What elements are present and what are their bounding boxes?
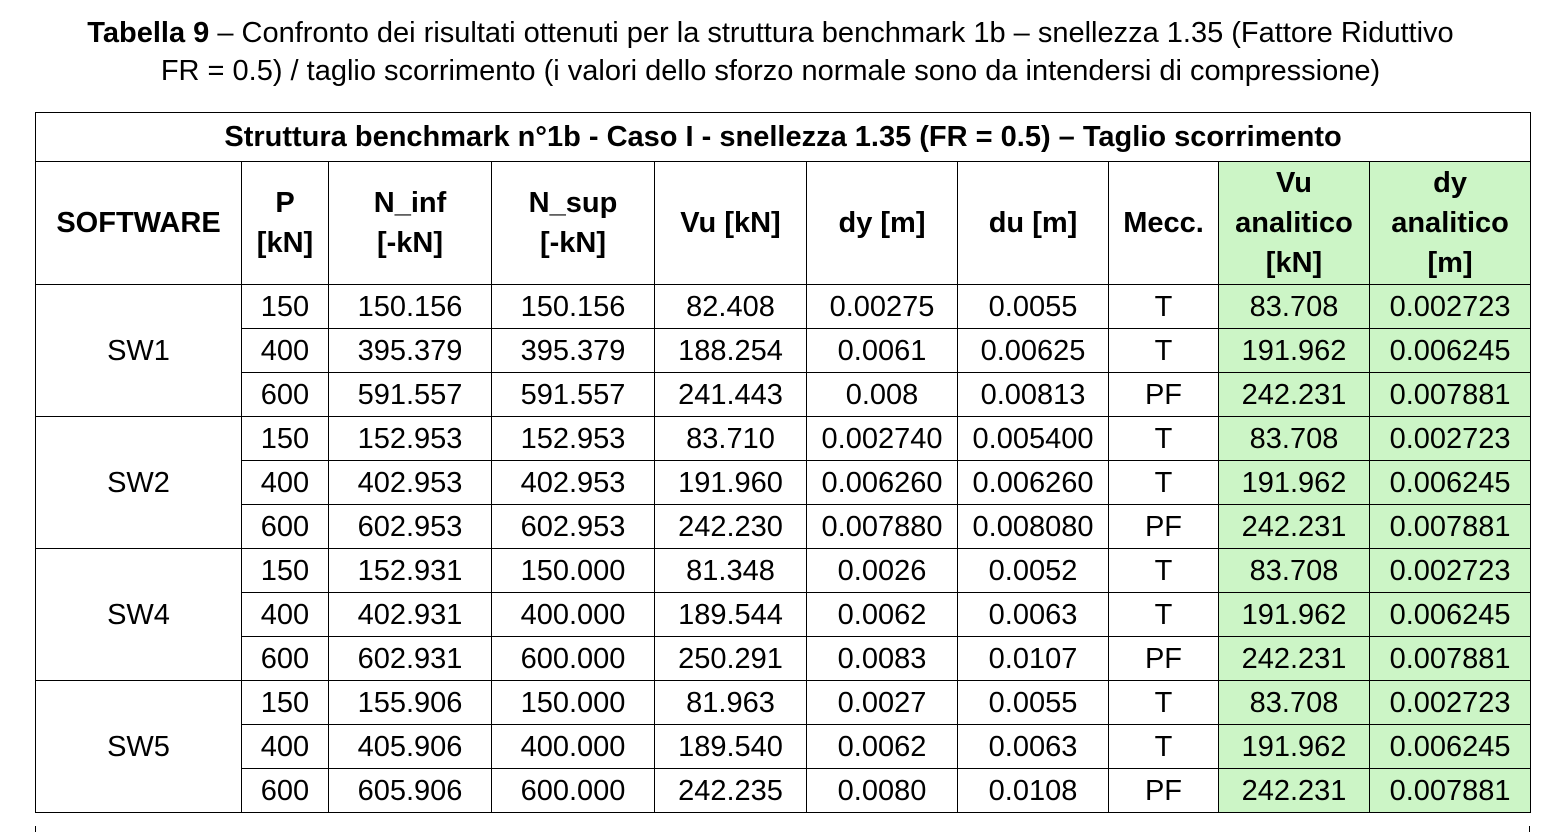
cell-dy: 0.0083 <box>807 637 958 681</box>
header-line: dy [m] <box>838 207 926 239</box>
header-mecc <box>1109 162 1219 285</box>
cell-n-sup: 602.953 <box>492 505 655 549</box>
cell-vu: 242.235 <box>655 769 807 813</box>
cell-p: 600 <box>242 637 329 681</box>
cell-vu-analitico: 191.962 <box>1219 329 1370 373</box>
cell-n-inf: 152.953 <box>329 417 492 461</box>
cell-vu: 82.408 <box>655 285 807 329</box>
cell-vu-analitico: 191.962 <box>1219 593 1370 637</box>
header-vu <box>655 162 807 285</box>
cell-n-inf: 591.557 <box>329 373 492 417</box>
cell-n-inf: 605.906 <box>329 769 492 813</box>
table-row <box>36 505 1531 549</box>
cell-p: 400 <box>242 461 329 505</box>
cell-vu-analitico: 242.231 <box>1219 373 1370 417</box>
software-cell: SW4 <box>36 549 242 681</box>
cell-vu-analitico: 242.231 <box>1219 769 1370 813</box>
cell-n-inf: 602.953 <box>329 505 492 549</box>
cell-n-sup: 402.953 <box>492 461 655 505</box>
cell-n-sup: 400.000 <box>492 725 655 769</box>
cell-n-sup: 600.000 <box>492 637 655 681</box>
cell-dy-analitico: 0.007881 <box>1370 637 1531 681</box>
caption-line-1 <box>0 14 1541 52</box>
cell-mecc: T <box>1109 461 1219 505</box>
cell-mecc: T <box>1109 285 1219 329</box>
header-line: Vu [kN] <box>680 207 781 239</box>
cell-vu: 189.540 <box>655 725 807 769</box>
cell-dy-analitico: 0.002723 <box>1370 681 1531 725</box>
cell-p: 400 <box>242 725 329 769</box>
cell-dy-analitico: 0.006245 <box>1370 461 1531 505</box>
table-row <box>36 285 1531 329</box>
header-line: analitico <box>1235 207 1353 239</box>
header-dy <box>807 162 958 285</box>
table-row <box>36 373 1531 417</box>
cell-dy-analitico: 0.002723 <box>1370 417 1531 461</box>
header-line: [-kN] <box>539 227 607 259</box>
cell-n-inf: 602.931 <box>329 637 492 681</box>
cell-mecc: T <box>1109 593 1219 637</box>
cell-dy-analitico: 0.007881 <box>1370 505 1531 549</box>
cell-n-sup: 150.000 <box>492 681 655 725</box>
cell-vu-analitico: 242.231 <box>1219 637 1370 681</box>
table-row <box>36 329 1531 373</box>
cell-dy: 0.006260 <box>807 461 958 505</box>
cell-mecc: T <box>1109 681 1219 725</box>
cell-dy-analitico: 0.002723 <box>1370 549 1531 593</box>
cell-n-sup: 150.156 <box>492 285 655 329</box>
cell-du: 0.0055 <box>958 681 1109 725</box>
cell-mecc: PF <box>1109 373 1219 417</box>
software-cell: SW1 <box>36 285 242 417</box>
cell-dy: 0.0026 <box>807 549 958 593</box>
header-line: Mecc. <box>1123 207 1204 239</box>
header-line: [-kN] <box>376 227 444 259</box>
cell-mecc: PF <box>1109 769 1219 813</box>
cell-vu: 83.710 <box>655 417 807 461</box>
header-line: du [m] <box>988 207 1078 239</box>
cell-p: 150 <box>242 681 329 725</box>
cell-p: 150 <box>242 549 329 593</box>
cell-vu: 188.254 <box>655 329 807 373</box>
cell-vu-analitico: 191.962 <box>1219 461 1370 505</box>
cell-dy-analitico: 0.006245 <box>1370 725 1531 769</box>
cell-p: 600 <box>242 505 329 549</box>
cell-dy-analitico: 0.006245 <box>1370 593 1531 637</box>
cell-dy: 0.008 <box>807 373 958 417</box>
cell-du: 0.0108 <box>958 769 1109 813</box>
cell-n-inf: 395.379 <box>329 329 492 373</box>
software-cell: SW2 <box>36 417 242 549</box>
table-caption <box>0 14 1541 90</box>
cell-n-sup: 395.379 <box>492 329 655 373</box>
header-du <box>958 162 1109 285</box>
cell-du: 0.0052 <box>958 549 1109 593</box>
cell-p: 400 <box>242 593 329 637</box>
cell-vu-analitico: 191.962 <box>1219 725 1370 769</box>
header-dy-analitico <box>1370 162 1531 285</box>
cell-vu: 242.230 <box>655 505 807 549</box>
software-cell: SW5 <box>36 681 242 813</box>
header-line: [kN] <box>1265 247 1323 279</box>
cell-n-sup: 150.000 <box>492 549 655 593</box>
cell-vu: 241.443 <box>655 373 807 417</box>
table-row <box>36 549 1531 593</box>
cell-n-inf: 152.931 <box>329 549 492 593</box>
cell-n-inf: 155.906 <box>329 681 492 725</box>
cell-mecc: T <box>1109 329 1219 373</box>
table-body <box>36 285 1531 813</box>
cell-dy: 0.0027 <box>807 681 958 725</box>
cell-mecc: T <box>1109 549 1219 593</box>
header-software <box>36 162 242 285</box>
cell-dy-analitico: 0.007881 <box>1370 769 1531 813</box>
header-line: N_sup <box>528 187 618 219</box>
cell-du: 0.0107 <box>958 637 1109 681</box>
cell-n-inf: 405.906 <box>329 725 492 769</box>
cell-p: 400 <box>242 329 329 373</box>
cell-vu: 81.348 <box>655 549 807 593</box>
header-line: [m] <box>1427 247 1473 279</box>
cell-vu: 250.291 <box>655 637 807 681</box>
cell-vu-analitico: 83.708 <box>1219 549 1370 593</box>
cell-n-inf: 402.931 <box>329 593 492 637</box>
header-line: P <box>275 187 295 219</box>
header-line: Vu <box>1276 167 1312 199</box>
cell-p: 150 <box>242 285 329 329</box>
cell-du: 0.0063 <box>958 725 1109 769</box>
cell-dy: 0.002740 <box>807 417 958 461</box>
cell-mecc: PF <box>1109 505 1219 549</box>
cell-du: 0.00625 <box>958 329 1109 373</box>
header-line: SOFTWARE <box>56 207 221 239</box>
cell-du: 0.006260 <box>958 461 1109 505</box>
header-vu-analitico <box>1219 162 1370 285</box>
cell-dy: 0.0062 <box>807 725 958 769</box>
header-line: N_inf <box>373 187 447 219</box>
cell-p: 600 <box>242 769 329 813</box>
cell-n-sup: 400.000 <box>492 593 655 637</box>
cell-mecc: T <box>1109 725 1219 769</box>
cell-dy-analitico: 0.007881 <box>1370 373 1531 417</box>
cell-vu-analitico: 83.708 <box>1219 681 1370 725</box>
table-row <box>36 417 1531 461</box>
cell-p: 600 <box>242 373 329 417</box>
cell-du: 0.005400 <box>958 417 1109 461</box>
caption-line-2: FR = 0.5) / taglio scorrimento (i valori dello sforzo normale sono da intendersi di compressione) <box>160 55 1381 87</box>
cell-du: 0.0055 <box>958 285 1109 329</box>
cell-n-sup: 152.953 <box>492 417 655 461</box>
cell-vu: 81.963 <box>655 681 807 725</box>
cell-vu-analitico: 83.708 <box>1219 285 1370 329</box>
cell-n-inf: 402.953 <box>329 461 492 505</box>
cell-n-inf: 150.156 <box>329 285 492 329</box>
header-p <box>242 162 329 285</box>
table-row <box>36 637 1531 681</box>
cell-vu-analitico: 242.231 <box>1219 505 1370 549</box>
cell-dy: 0.0061 <box>807 329 958 373</box>
cell-du: 0.008080 <box>958 505 1109 549</box>
header-line: analitico <box>1391 207 1509 239</box>
table-row <box>36 725 1531 769</box>
header-row <box>36 162 1531 285</box>
cell-p: 150 <box>242 417 329 461</box>
header-n-inf <box>329 162 492 285</box>
caption-label: Tabella 9 <box>87 17 210 49</box>
cell-dy: 0.00275 <box>807 285 958 329</box>
table-row <box>36 681 1531 725</box>
table-row <box>36 461 1531 505</box>
cell-dy-analitico: 0.006245 <box>1370 329 1531 373</box>
cell-n-sup: 600.000 <box>492 769 655 813</box>
cell-dy-analitico: 0.002723 <box>1370 285 1531 329</box>
cell-vu: 191.960 <box>655 461 807 505</box>
cell-mecc: PF <box>1109 637 1219 681</box>
table-row <box>36 769 1531 813</box>
table-continuation-edge <box>35 826 1530 832</box>
header-line: dy <box>1433 167 1467 199</box>
cell-mecc: T <box>1109 417 1219 461</box>
cell-dy: 0.007880 <box>807 505 958 549</box>
header-n-sup <box>492 162 655 285</box>
table-row <box>36 593 1531 637</box>
table-title: Struttura benchmark n°1b - Caso I - snellezza 1.35 (FR = 0.5) – Taglio scorrimento <box>36 113 1531 162</box>
caption-line-1-text: – Confronto dei risultati ottenuti per la struttura benchmark 1b – snellezza 1.35 (Fattore Riduttivo <box>209 17 1454 49</box>
results-table <box>35 112 1531 813</box>
cell-vu-analitico: 83.708 <box>1219 417 1370 461</box>
cell-du: 0.0063 <box>958 593 1109 637</box>
cell-dy: 0.0080 <box>807 769 958 813</box>
cell-du: 0.00813 <box>958 373 1109 417</box>
cell-vu: 189.544 <box>655 593 807 637</box>
cell-n-sup: 591.557 <box>492 373 655 417</box>
header-line: [kN] <box>256 227 314 259</box>
cell-dy: 0.0062 <box>807 593 958 637</box>
